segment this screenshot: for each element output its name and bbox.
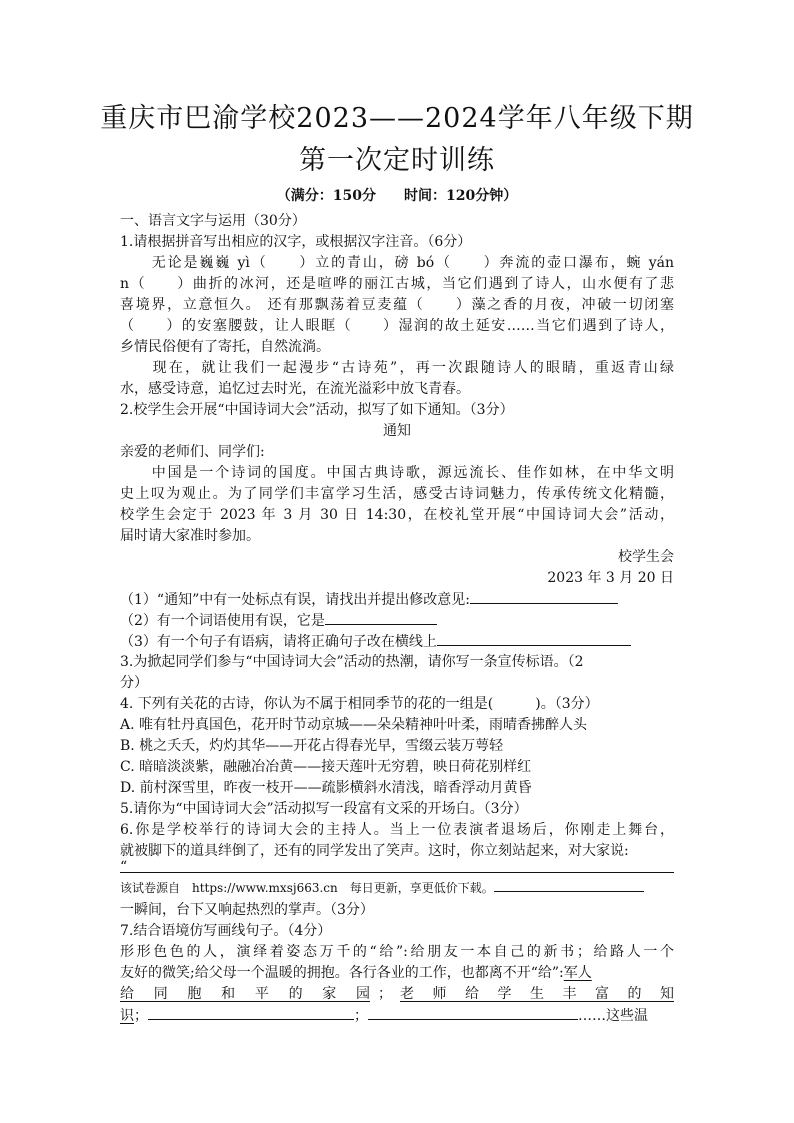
source-note: 该试卷源自 https://www.mxsj663.cn 每日更新，享更低价下载。 [120, 881, 494, 895]
underlined-sentence: 军人 [563, 965, 592, 981]
separator: ； [134, 1008, 148, 1024]
answer-blank[interactable] [148, 1005, 354, 1020]
q1-line: 乡情民俗便有了寄托，自然流淌。 [120, 339, 330, 355]
q4-option-a: A. 唯有牡丹真国色，花开时节动京城——朵朵精神叶叶柔，雨晴香拂醉人头 [120, 717, 588, 733]
q1-stem: 1.请根据拼音写出相应的汉字，或根据汉字注音。（6分） [120, 234, 472, 250]
separator: ； [378, 986, 392, 1002]
q6-line: 6.你是学校举行的诗词大会的主持人。当上一位表演者退场后，你刚走上舞台， [120, 822, 674, 838]
notice-body-line: 史上叹为观止。为了同学们丰富学习生活，感受古诗词魅力，传承传统文化精髓， [120, 486, 674, 502]
notice-body-line: 校学生会定于 2023 年 3 月 30 日 14:30，在校礼堂开展“中国诗词大会”活动， [120, 507, 674, 523]
underlined-sentence: 识 [120, 1008, 134, 1024]
q1-line: 水，感受诗意，追忆过去时光，在流光溢彩中放飞青春。 [120, 381, 470, 397]
q4-option-d: D. 前村深雪里，昨夜一枝开——疏影横斜水清浅，暗香浮动月黄昏 [120, 780, 532, 796]
q2-sub1 [120, 589, 674, 611]
q1-line: n（ ）曲折的冰河，还是喧哗的丽江古城，当它们遇到了诗人，山水便有了悲 [120, 276, 674, 292]
notice-signature: 校学生会 [618, 549, 674, 565]
q7-line4-end: ……这些温 [578, 1008, 648, 1024]
q7-line2-text: 友好的微笑;给父母一个温暖的拥抱。各行各业的工作，也都离不开“给”: [120, 965, 564, 981]
q3-line: 3.为掀起同学们参与“中国诗词大会”活动的热潮，请你写一条宣传标语。（2 [120, 654, 584, 670]
q1-line: 现在，就让我们一起漫步“古诗苑”，再一次跟随诗人的眼睛，重返青山绿 [120, 360, 674, 376]
q1-line: （ ）的安塞腰鼓，让人眼眶（ ）湿润的故土延安……当它们遇到了诗人， [120, 318, 674, 334]
q7-line [120, 1005, 674, 1027]
q4-option-c: C. 暗暗淡淡紫，融融冶冶黄——接天莲叶无穷碧，映日荷花别样红 [120, 759, 532, 775]
answer-line[interactable] [120, 872, 674, 873]
q2-sub3 [120, 631, 674, 653]
answer-blank[interactable] [325, 610, 437, 625]
q7-stem: 7.结合语境仿写画线句子。（4分） [120, 923, 332, 939]
answer-blank[interactable] [437, 631, 631, 646]
exam-meta: （满分：150分 时间：120分钟） [276, 188, 518, 204]
q7-line [120, 963, 674, 984]
q5-stem: 5.请你为“中国诗词大会”活动拟写一段富有文采的开场白。（3分） [120, 801, 528, 817]
source-note-row [120, 878, 674, 899]
q2-stem: 2.校学生会开展“中国诗词大会”活动，拟写了如下通知。（3分） [120, 402, 514, 418]
q2-sub3-text: （3）有一个句子有语病，请将正确句子改在横线上 [120, 634, 437, 650]
underlined-sentence: 给同胞和平的家园 [120, 986, 370, 1002]
notice-greeting: 亲爱的老师们、同学们: [120, 444, 265, 460]
answer-blank[interactable] [470, 589, 618, 604]
q3-line: 分） [120, 675, 148, 691]
separator: ； [354, 1008, 368, 1024]
notice-body-line: 中国是一个诗词的国度。中国古典诗歌，源远流长、佳作如林，在中华文明 [120, 465, 674, 481]
q1-line: 喜境界，立意恒久。 还有那飘荡着豆麦蕴（ ）藻之香的月夜，冲破一切闭塞 [120, 297, 674, 313]
notice-date: 2023 年 3 月 20 日 [547, 570, 674, 586]
notice-body-line: 届时请大家准时参加。 [120, 528, 260, 544]
answer-blank[interactable] [368, 1005, 578, 1020]
q7-line: 形形色色的人，演绎着姿态万千的“给”:给朋友一本自己的新书；给路人一个 [120, 944, 674, 960]
answer-blank[interactable] [494, 879, 644, 892]
q6-ending: 一瞬间，台下又响起热烈的掌声。（3分） [120, 902, 374, 918]
exam-title-line1: 重庆市巴渝学校2023——2024学年八年级下期 [100, 103, 694, 134]
q4-option-b: B. 桃之夭夭，灼灼其华——开花占得春光早，雪缀云装万萼轻 [120, 738, 504, 754]
q6-quote-open: “ [120, 859, 128, 875]
q1-line: 无论是巍巍 yì（ ）立的青山，磅 bó（ ）奔流的壶口瀑布，蜿 yán [120, 255, 674, 271]
q4-stem: 4. 下列有关花的古诗，你认为不属于相同季节的花的一组是( )。（3分） [120, 696, 599, 712]
q2-sub2 [120, 610, 674, 632]
q7-line [120, 984, 674, 1005]
q2-sub2-text: （2）有一个词语使用有误，它是 [120, 613, 325, 629]
underlined-sentence: 老师给学生丰富的知 [400, 986, 674, 1002]
section-heading: 一、语言文字与运用（30分） [120, 213, 306, 229]
q2-sub1-text: （1）“通知”中有一处标点有误，请找出并提出修改意见: [120, 592, 470, 608]
notice-title: 通知 [383, 423, 411, 439]
q6-line: 就被脚下的道具绊倒了，还有的同学发出了笑声。这时，你立刻站起来，对大家说: [120, 843, 629, 859]
exam-title-line2: 第一次定时训练 [299, 145, 495, 176]
